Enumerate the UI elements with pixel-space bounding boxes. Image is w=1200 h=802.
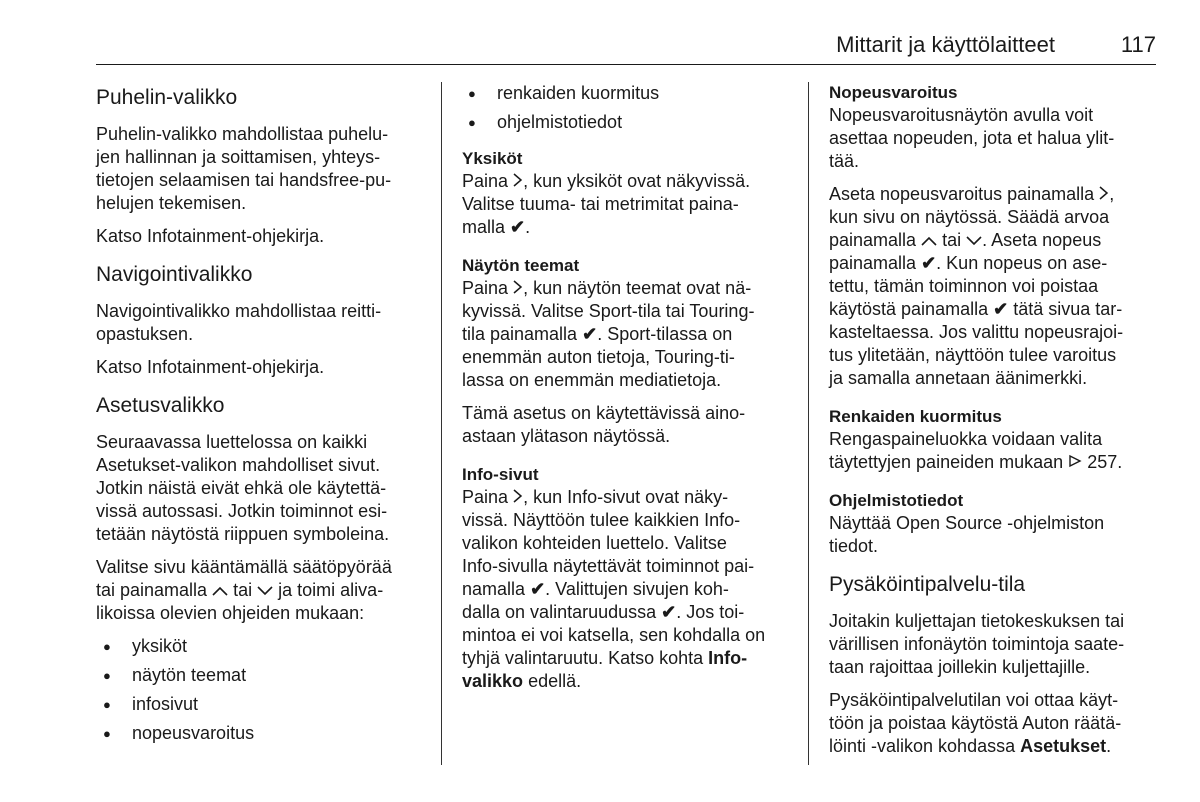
text-fragment: . Sport-tilassa on	[597, 324, 733, 344]
settings-pages-list-continued	[461, 82, 798, 134]
paragraph	[462, 277, 798, 392]
text-line: kyvissä. Valitse Sport-tila tai Touring-	[462, 301, 755, 321]
text-line: Jotkin näistä eivät ehkä ole käytettä-	[96, 478, 387, 498]
text-fragment: , kun Info-sivut ovat näky-	[523, 487, 729, 507]
text-fragment: Aseta nopeusvaroitus painamalla	[829, 184, 1095, 204]
text-line: Valitse tuuma- tai metrimitat paina-	[462, 194, 739, 214]
text-line: Navigointivalikko mahdollistaa reitti-	[96, 301, 382, 321]
text-line: tiedot.	[829, 536, 879, 556]
cross-reference: Asetukset	[1020, 736, 1107, 756]
column-divider	[808, 82, 809, 765]
chevron-right-icon	[513, 173, 523, 187]
section-heading: Pysäköintipalvelu-tila	[829, 573, 1026, 596]
checkmark-icon: ✔	[993, 299, 1009, 319]
text-fragment: painamalla	[829, 253, 917, 273]
text-line: Nopeusvaroitusnäytön avulla voit	[829, 105, 1094, 125]
text-line: tettu, tämän toiminnon voi poistaa	[829, 276, 1099, 296]
text-fragment: . Kun nopeus on ase-	[936, 253, 1108, 273]
text-line: tetään näytöstä riippuen symboleina.	[96, 524, 390, 544]
text-fragment: Paina	[462, 171, 509, 191]
text-line: Asetukset-valikon mahdolliset sivut.	[96, 455, 381, 475]
text-line: lassa on enemmän mediatietoja.	[462, 370, 722, 390]
text-line: Pysäköintipalvelutilan voi ottaa käyt-	[829, 690, 1119, 710]
text-fragment: tila painamalla	[462, 324, 578, 344]
column-right	[829, 82, 1164, 768]
text-line: Info-sivulla näytettävät toiminnot pai-	[462, 556, 755, 576]
page-reference-arrow-icon	[1068, 454, 1082, 468]
settings-pages-list	[96, 635, 431, 745]
text-line: mintoa ei voi katsella, sen kohdalla on	[462, 625, 766, 645]
text-line: kun sivu on näytössä. Säädä arvoa	[829, 207, 1110, 227]
text-fragment: . Valittujen sivujen koh-	[545, 579, 729, 599]
text-line: Tämä asetus on käytettävissä aino-	[462, 403, 746, 423]
section-heading: Navigointivalikko	[96, 263, 253, 286]
text-fragment: namalla	[462, 579, 526, 599]
text-line: vissä. Näyttöön tulee kaikkien Info-	[462, 510, 741, 530]
chevron-right-icon	[513, 489, 523, 503]
text-fragment: ja toimi aliva-	[278, 580, 384, 600]
paragraph: Katso Infotainment-ohjekirja.	[96, 226, 325, 246]
paragraph	[96, 123, 431, 215]
column-left	[96, 82, 431, 751]
subheading: Näytön teemat	[462, 256, 580, 275]
text-line: astaan ylätason näytössä.	[462, 426, 671, 446]
text-line: tietojen selaamisen tai handsfree-pu-	[96, 170, 392, 190]
text-fragment: Paina	[462, 487, 509, 507]
column-divider	[441, 82, 442, 765]
text-line: Valitse sivu kääntämällä säätöpyörää	[96, 557, 392, 577]
chevron-right-icon	[1099, 186, 1109, 200]
text-fragment: , kun näytön teemat ovat nä-	[523, 278, 752, 298]
paragraph: Aseta nopeusvaroitus painamalla , kun sivu on näytössä. Säädä arvoa painamalla tai . Aseta nopeus painamalla ✔. Kun nopeus on ase- tettu, tämän toiminnon voi poistaa käytöstä painamalla ✔ tätä sivua tar- kasteltaessa. Jos valittu nopeusrajoi- tus ylitetään, näyttöön tulee varoitus ja samalla annetaan äänimerkki.	[829, 184, 1124, 388]
text-fragment: löinti -valikon kohdassa	[829, 736, 1016, 756]
text-fragment: , kun yksiköt ovat näkyvissä.	[523, 171, 751, 191]
paragraph	[96, 300, 431, 346]
checkmark-icon: ✔	[510, 217, 526, 237]
text-fragment: . Aseta nopeus	[982, 230, 1102, 250]
subheading: Yksiköt	[462, 149, 523, 168]
checkmark-icon: ✔	[921, 253, 937, 273]
text-line: valikon kohteiden luettelo. Valitse	[462, 533, 727, 553]
text-line: Seuraavassa luettelossa on kaikki	[96, 432, 368, 452]
checkmark-icon: ✔	[530, 579, 546, 599]
text-line: likoissa olevien ohjeiden mukaan:	[96, 603, 365, 623]
chevron-up-icon	[212, 586, 228, 596]
cross-reference: valikko	[462, 671, 524, 691]
list-item: ● nopeusvaroitus	[96, 722, 431, 745]
paragraph: Pysäköintipalvelutilan voi ottaa käyt- töön ja poistaa käytöstä Auton räätä- löinti -valikon kohdassa Asetukset.	[829, 690, 1122, 756]
paragraph	[829, 104, 1164, 173]
paragraph	[96, 556, 431, 625]
text-fragment: painamalla	[829, 230, 917, 250]
chevron-right-icon	[513, 280, 523, 294]
column-middle	[462, 82, 798, 703]
text-line: asettaa nopeuden, jota et halua ylit-	[829, 128, 1115, 148]
list-item: ● yksiköt	[96, 635, 431, 658]
text-line: Joitakin kuljettajan tietokeskuksen tai	[829, 611, 1125, 631]
text-line: jen hallinnan ja soittamisen, yhteys-	[96, 147, 381, 167]
page-header-title: Mittarit ja käyttölaitteet	[836, 32, 1055, 57]
paragraph	[829, 428, 1164, 474]
paragraph	[96, 431, 431, 546]
text-line: Näyttää Open Source -ohjelmiston	[829, 513, 1105, 533]
text-fragment: . Jos toi-	[676, 602, 745, 622]
text-fragment: tai	[942, 230, 962, 250]
text-line: töön ja poistaa käytöstä Auton räätä-	[829, 713, 1122, 733]
text-fragment: tai	[233, 580, 253, 600]
subheading: Nopeusvaroitus	[829, 83, 958, 102]
list-item: ● näytön teemat	[96, 664, 431, 687]
page-number: 117	[1120, 32, 1156, 57]
text-fragment: dalla on valintaruudussa	[462, 602, 657, 622]
text-fragment: täytettyjen paineiden mukaan	[829, 452, 1064, 472]
text-line: Puhelin-valikko mahdollistaa puhelu-	[96, 124, 389, 144]
text-line: kasteltaessa. Jos valittu nopeusrajoi-	[829, 322, 1124, 342]
text-line: tus ylitetään, näyttöön tulee varoitus	[829, 345, 1117, 365]
text-line: opastuksen.	[96, 324, 194, 344]
list-item: ● renkaiden kuormitus	[461, 82, 798, 105]
paragraph	[829, 512, 1164, 558]
text-line: taan rajoittaa joillekin kuljettajille.	[829, 657, 1091, 677]
paragraph: Paina , kun yksiköt ovat näkyvissä. Valitse tuuma- tai metrimitat paina- malla ✔.	[462, 171, 751, 237]
text-fragment: tyhjä valintaruutu. Katso kohta	[462, 648, 704, 668]
checkmark-icon: ✔	[582, 324, 598, 344]
text-line: värillisen infonäytön toimintoja saate-	[829, 634, 1125, 654]
text-line: Rengaspaineluokka voidaan valita	[829, 429, 1103, 449]
subheading: Ohjelmistotiedot	[829, 491, 964, 510]
text-line: enemmän auton tietoja, Touring-ti-	[462, 347, 735, 367]
text-fragment: malla	[462, 217, 506, 237]
text-fragment: edellä.	[528, 671, 582, 691]
paragraph: Katso Infotainment-ohjekirja.	[96, 357, 325, 377]
list-item: ● ohjelmistotiedot	[461, 111, 798, 134]
text-line: vissä autossasi. Jotkin toiminnot esi-	[96, 501, 388, 521]
section-heading: Asetusvalikko	[96, 394, 225, 417]
paragraph	[462, 486, 798, 693]
checkmark-icon: ✔	[661, 602, 677, 622]
chevron-down-icon	[257, 586, 273, 596]
paragraph	[462, 402, 798, 448]
text-line: tää.	[829, 151, 860, 171]
text-fragment: tai painamalla	[96, 580, 208, 600]
list-item: ● infosivut	[96, 693, 431, 716]
page-reference: 257.	[1087, 452, 1123, 472]
section-heading: Puhelin-valikko	[96, 86, 238, 109]
text-fragment: tätä sivua tar-	[1013, 299, 1123, 319]
page-header	[96, 30, 1156, 65]
cross-reference: Info-	[708, 648, 748, 668]
text-line: helujen tekemisen.	[96, 193, 247, 213]
text-fragment: Paina	[462, 278, 509, 298]
chevron-down-icon	[966, 236, 982, 246]
paragraph	[829, 610, 1164, 679]
subheading: Info-sivut	[462, 465, 539, 484]
text-line: ja samalla annetaan äänimerkki.	[829, 368, 1088, 388]
subheading: Renkaiden kuormitus	[829, 407, 1002, 426]
chevron-up-icon	[921, 236, 937, 246]
text-fragment: käytöstä painamalla	[829, 299, 989, 319]
